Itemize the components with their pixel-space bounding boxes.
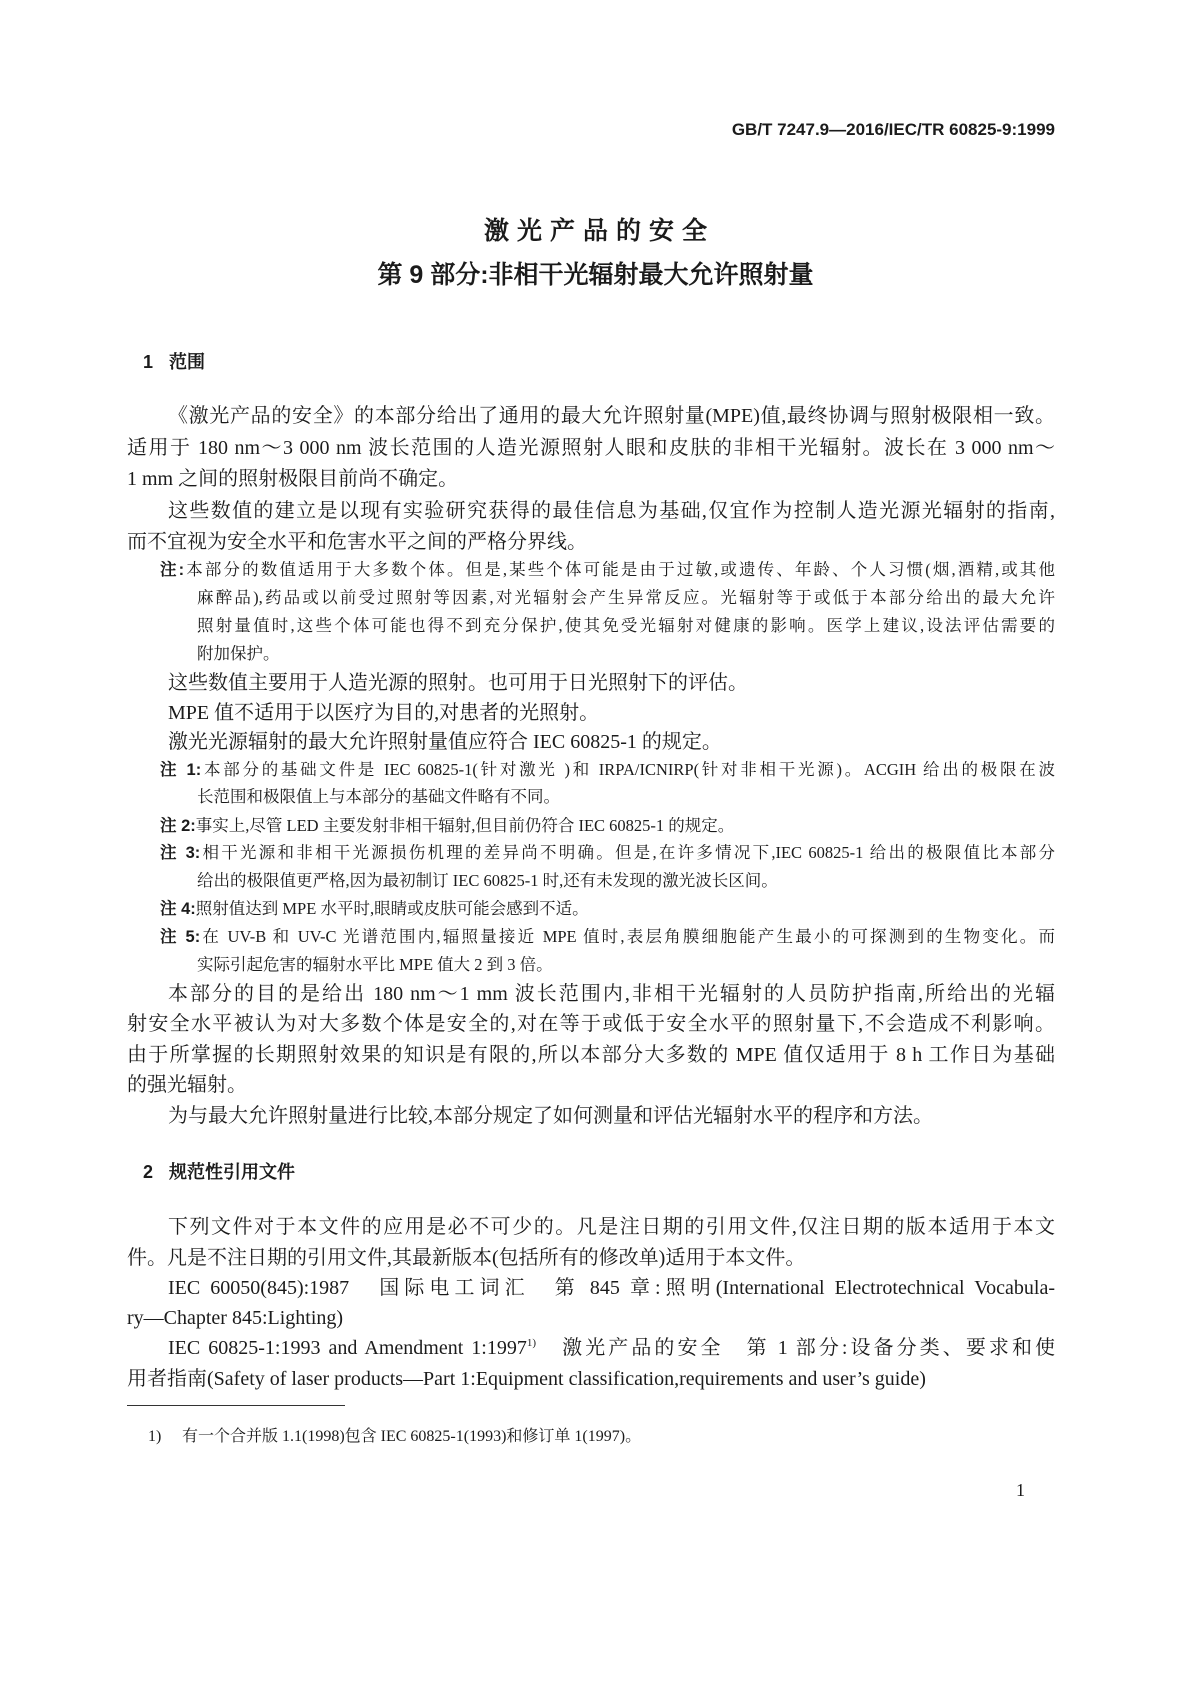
note-3-line1 — [160, 839, 1055, 867]
page-number: 1 — [1016, 1480, 1025, 1500]
scope-note-line3: 照射量值时,这些个体可能也得不到充分保护,使其免受光辐射对健康的影响。医学上建议,设法评估需要的 — [197, 616, 1055, 635]
scope-note-line4: 附加保护。 — [197, 644, 280, 663]
scope-para6-line3: 由于所掌握的长期照射效果的知识是有限的,所以本部分大多数的 MPE 值仅适用于 8 h 工作日为基础 — [127, 1044, 1055, 1066]
section-title: 范围 — [169, 352, 206, 372]
scope-para6-line1: 本部分的目的是给出 180 nm～1 mm 波长范围内,非相干光辐射的人员防护指南,所给出的光辐 — [168, 983, 1055, 1005]
scope-note-line1 — [160, 556, 1055, 584]
note-text: 本部分的基础文件是 IEC 60825-1(针对激光 )和 IRPA/ICNIRP(针对非相干光源)。ACGIH 给出的极限在波 — [201, 760, 1055, 779]
scope-para3: 这些数值主要用于人造光源的照射。也可用于日光照射下的评估。 — [168, 672, 748, 694]
footnote-number: 1) — [148, 1428, 162, 1445]
scope-para7: 为与最大允许照射量进行比较,本部分规定了如何测量和评估光辐射水平的程序和方法。 — [168, 1105, 933, 1127]
scope-para2-line1: 这些数值的建立是以现有实验研究获得的最佳信息为基础,仅宜作为控制人造光源光辐射的指南, — [168, 500, 1055, 522]
scope-para6-line2: 射安全水平被认为对大多数个体是安全的,对在等于或低于安全水平的照射量下,不会造成不利影响。 — [127, 1013, 1055, 1035]
reference-2-line2: 用者指南(Safety of laser products—Part 1:Equipment classification,requirements and user’s guide) — [127, 1368, 926, 1390]
note-text: 事实上,尽管 LED 主要发射非相干辐射,但目前仍符合 IEC 60825-1 的规定。 — [195, 816, 735, 835]
scope-para5: 激光光源辐射的最大允许照射量值应符合 IEC 60825-1 的规定。 — [168, 731, 722, 753]
reference-2-title: 激光产品的安全 第 1 部分:设备分类、要求和使 — [536, 1337, 1055, 1359]
note-text: 照射值达到 MPE 水平时,眼睛或皮肤可能会感到不适。 — [195, 899, 589, 918]
note-label: 注 4: — [160, 900, 196, 918]
reference-1-line1: IEC 60050(845):1987 国际电工词汇 第 845 章:照明(International Electrotechnical Vocabula- — [168, 1277, 1055, 1299]
note-5-line1 — [160, 923, 1055, 951]
footnote-mark: 1) — [526, 1337, 537, 1349]
note-label: 注 1: — [160, 761, 202, 779]
note-4-line1 — [160, 895, 1055, 923]
refs-para1-line2: 件。凡是不注日期的引用文件,其最新版本(包括所有的修改单)适用于本文件。 — [127, 1247, 806, 1269]
title-line-2: 第 9 部分:非相干光辐射最大允许照射量 — [377, 261, 814, 289]
scope-para1-line3: 1 mm 之间的照射极限目前尚不确定。 — [127, 468, 459, 490]
note-3-line2: 给出的极限值更严格,因为最初制订 IEC 60825-1 时,还有未发现的激光波长区间。 — [197, 871, 778, 890]
section-2-heading — [143, 1158, 295, 1186]
section-title: 规范性引用文件 — [169, 1162, 296, 1182]
scope-para2-line2: 而不宜视为安全水平和危害水平之间的严格分界线。 — [127, 531, 587, 553]
note-5-line2: 实际引起危害的辐射水平比 MPE 值大 2 到 3 倍。 — [197, 955, 553, 974]
footnote-rule — [127, 1405, 345, 1406]
note-2-line1 — [160, 812, 1055, 840]
scope-para4: MPE 值不适用于以医疗为目的,对患者的光照射。 — [168, 702, 600, 724]
scope-para1-line1: 《激光产品的安全》的本部分给出了通用的最大允许照射量(MPE)值,最终协调与照射极限相一致。 — [168, 405, 1055, 427]
section-number: 2 — [143, 1162, 154, 1182]
footnote-text: 有一个合并版 1.1(1998)包含 IEC 60825-1(1993)和修订单 1(1997)。 — [182, 1428, 642, 1445]
section-number: 1 — [143, 352, 154, 372]
note-1-line1 — [160, 756, 1055, 784]
note-label: 注 2: — [160, 817, 196, 835]
scope-para1-line2: 适用于 180 nm～3 000 nm 波长范围的人造光源照射人眼和皮肤的非相干光辐射。波长在 3 000 nm～ — [127, 437, 1055, 459]
note-text: 在 UV-B 和 UV-C 光谱范围内,辐照量接近 MPE 值时,表层角膜细胞能产生最小的可探测到的生物变化。而 — [200, 927, 1056, 946]
scope-note-line2: 麻醉品),药品或以前受过照射等因素,对光辐射会产生异常反应。光辐射等于或低于本部分给出的最大允许 — [197, 588, 1055, 607]
note-label: 注: — [160, 561, 185, 579]
section-1-heading — [143, 348, 205, 376]
note-text: 相干光源和非相干光源损伤机理的差异尚不明确。但是,在许多情况下,IEC 60825-1 给出的极限值比本部分 — [200, 843, 1055, 862]
note-label: 注 5: — [160, 928, 201, 946]
standard-code-header: GB/T 7247.9—2016/IEC/TR 60825-9:1999 — [731, 120, 1055, 139]
title-line-1: 激光产品的安全 — [483, 217, 715, 245]
reference-1-line2: ry—Chapter 845:Lighting) — [127, 1307, 344, 1329]
note-text: 本部分的数值适用于大多数个体。但是,某些个体可能是由于过敏,或遗传、年龄、个人习惯(烟,酒精,或其他 — [184, 560, 1055, 579]
note-label: 注 3: — [160, 844, 201, 862]
refs-para1-line1: 下列文件对于本文件的应用是必不可少的。凡是注日期的引用文件,仅注日期的版本适用于本文 — [168, 1216, 1055, 1238]
reference-2-id: IEC 60825-1:1993 and Amendment 1:1997 — [168, 1337, 527, 1359]
note-1-line2: 长范围和极限值上与本部分的基础文件略有不同。 — [197, 787, 560, 806]
scope-para6-line4: 的强光辐射。 — [127, 1074, 247, 1096]
reference-2-line1 — [168, 1333, 1055, 1363]
